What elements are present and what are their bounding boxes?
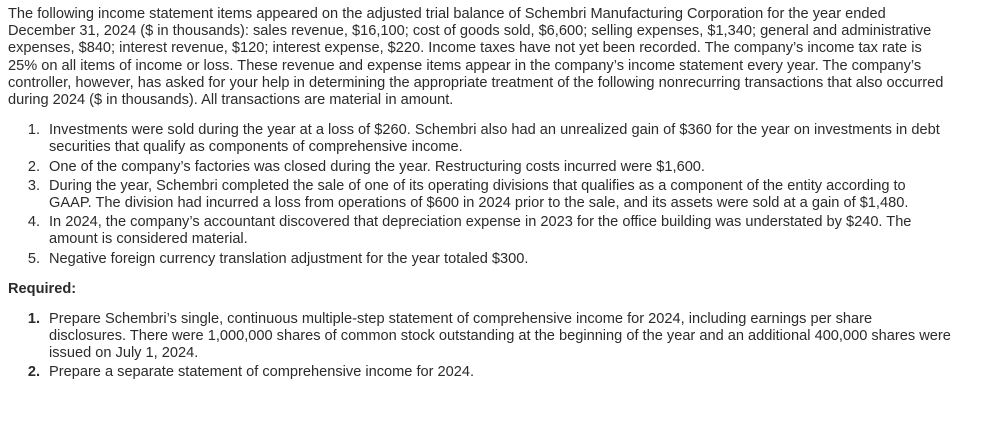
requirement-text: Prepare a separate statement of comprehensive income for 2024.: [49, 363, 475, 380]
requirement-item: [18, 364, 953, 381]
item-text: In 2024, the company’s accountant discovered that depreciation expense in 2023 for the office building was understated by $240. The amount is considered material.: [49, 214, 912, 248]
item-number: 1.: [27, 122, 40, 139]
item-text: Negative foreign currency translation adjustment for the year totaled $300.: [49, 250, 529, 267]
transaction-item: [18, 178, 948, 212]
transaction-item: [18, 214, 948, 248]
transaction-item: [18, 251, 948, 268]
problem-intro: The following income statement items appeared on the adjusted trial balance of Schembri Manufacturing Corporation for the year ended December 31, 2024 ($ in thousands): sales revenue, $16,100; cost of goods sold, $6,600; selling expenses, $1,340; general and administrative expenses, $840; interest revenue, $120; interest expense, $220. Income taxes have not yet been recorded. The company’s income tax rate is 25% on all items of income or loss. These revenue and expense items appear in the company’s income statement every year. The company’s controller, however, has asked for your help in determining the appropriate treatment of the following nonrecurring transactions that also occurred during 2024 ($ in thousands). All transactions are material in amount.: [8, 6, 944, 109]
item-number: 4.: [27, 214, 40, 231]
transaction-item: [18, 159, 948, 176]
requirement-number: 1.: [27, 311, 40, 328]
item-text: During the year, Schembri completed the sale of one of its operating divisions that qualifies as a component of the entity according to GAAP. The division had incurred a loss from operations of $600 in 2024 prior to the sale, and its assets were sold at a gain of $1,480.: [49, 177, 909, 212]
item-number: 5.: [27, 250, 40, 267]
item-text: Investments were sold during the year at a loss of $260. Schembri also had an unrealized gain of $360 for the year on investments in debt securities that qualify as components of comprehensive income.: [49, 122, 940, 156]
requirement-item: [18, 311, 953, 363]
requirement-number: 2.: [27, 363, 40, 380]
required-heading: Required:: [8, 280, 77, 297]
item-text: One of the company’s factories was closed during the year. Restructuring costs incurred were $1,600.: [49, 158, 705, 175]
item-number: 3.: [27, 177, 40, 194]
requirements-list: [8, 311, 992, 381]
transactions-list: [8, 122, 992, 268]
requirement-text: Prepare Schembri’s single, continuous multiple-step statement of comprehensive income for 2024, including earnings per share disclosures. There were 1,000,000 shares of common stock outstanding at the beginning of the year and an additional 400,000 shares were issued on July 1, 2024.: [49, 311, 951, 362]
item-number: 2.: [27, 158, 40, 175]
transaction-item: [18, 122, 948, 156]
